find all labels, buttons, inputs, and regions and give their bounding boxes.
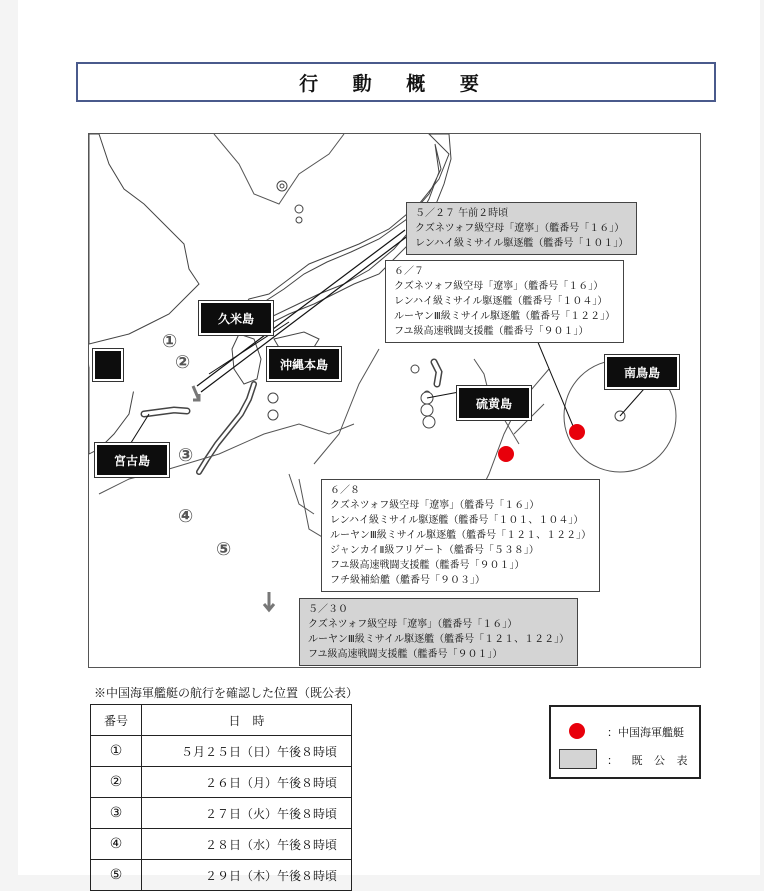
leader-line bbox=[129, 414, 149, 446]
point-label-2: ② bbox=[175, 352, 191, 373]
table-row bbox=[91, 736, 352, 767]
table-row bbox=[91, 767, 352, 798]
position-table bbox=[90, 704, 352, 891]
island-iwo-3 bbox=[423, 416, 435, 428]
leader-line bbox=[537, 340, 573, 426]
info-box-jun7 bbox=[385, 260, 624, 343]
table-header-row bbox=[91, 705, 352, 736]
map-panel bbox=[88, 133, 701, 668]
info-line: レンハイ級ミサイル駆逐艦（艦番号「１０４」） bbox=[394, 296, 608, 307]
row-number: ① bbox=[91, 736, 142, 767]
coast-korea bbox=[89, 134, 199, 344]
island-iwo-2 bbox=[421, 404, 433, 416]
legend bbox=[549, 705, 701, 779]
info-line: ルーヤンⅢ級ミサイル駆逐艦（艦番号「１２１、１２２」） bbox=[330, 530, 592, 541]
boundary-line bbox=[214, 134, 344, 204]
row-number: ④ bbox=[91, 829, 142, 860]
info-box-jun8 bbox=[321, 479, 600, 592]
info-line: ５／２７ 午前２時頃 bbox=[415, 208, 509, 219]
row-datetime: ２６日（月）午後８時頃 bbox=[142, 767, 352, 798]
public-swatch-icon bbox=[559, 749, 597, 769]
point-label-4: ④ bbox=[178, 506, 194, 527]
row-number: ③ bbox=[91, 798, 142, 829]
ship-marker bbox=[498, 446, 514, 462]
ship-dot-icon bbox=[569, 723, 585, 739]
island-small bbox=[280, 184, 284, 188]
info-line: クズネツォフ級空母「遼寧」（艦番号「１６」） bbox=[308, 619, 518, 630]
ship-marker bbox=[569, 424, 585, 440]
point-label-5: ⑤ bbox=[216, 539, 232, 560]
page-title: 行 動 概 要 bbox=[76, 62, 716, 102]
info-line: フユ級高速戦闘支援艦（艦番号「９０１」） bbox=[308, 649, 503, 660]
row-datetime: ２９日（木）午後８時頃 bbox=[142, 860, 352, 891]
header-number: 番号 bbox=[91, 705, 142, 736]
info-line: ルーヤンⅢ級ミサイル駆逐艦（艦番号「１２１、１２２」） bbox=[308, 634, 570, 645]
info-line: レンハイ級ミサイル駆逐艦（艦番号「１０１」） bbox=[415, 238, 629, 249]
arrow-icon bbox=[193, 386, 199, 400]
info-line: ルーヤンⅢ級ミサイル駆逐艦（艦番号「１２２」） bbox=[394, 311, 616, 322]
info-line: ６／８ bbox=[330, 485, 360, 496]
row-datetime: ２７日（火）午後８時頃 bbox=[142, 798, 352, 829]
place-label-miyako: 宮古島 bbox=[95, 443, 169, 477]
info-line: フユ級高速戦闘支援艦（艦番号「９０１」） bbox=[330, 560, 525, 571]
info-line: フユ級高速戦闘支援艦（艦番号「９０１」） bbox=[394, 326, 589, 337]
row-number: ⑤ bbox=[91, 860, 142, 891]
info-line: クズネツォフ級空母「遼寧」（艦番号「１６」） bbox=[330, 500, 540, 511]
info-box-may27 bbox=[406, 202, 637, 255]
info-line: クズネツォフ級空母「遼寧」（艦番号「１６」） bbox=[394, 281, 604, 292]
table-row bbox=[91, 798, 352, 829]
info-line: クズネツォフ級空母「遼寧」（艦番号「１６」） bbox=[415, 223, 625, 234]
table-row bbox=[91, 829, 352, 860]
info-box-may30 bbox=[299, 598, 578, 666]
arrow-icon bbox=[264, 592, 274, 610]
island-small bbox=[268, 410, 278, 420]
place-label-okinawa: 沖縄本島 bbox=[267, 347, 341, 381]
row-number: ② bbox=[91, 767, 142, 798]
point-label-3: ③ bbox=[178, 445, 194, 466]
legend-ship-label: ：中国海軍艦艇 bbox=[607, 726, 684, 739]
island-small bbox=[295, 205, 303, 213]
legend-public-label: ： 既 公 表 bbox=[607, 754, 692, 767]
table-caption: ※中国海軍艦艇の航行を確認した位置（既公表） bbox=[94, 686, 359, 700]
place-label-kume: 久米島 bbox=[199, 301, 273, 335]
place-label-iwo: 硫黄島 bbox=[457, 386, 531, 420]
table-row bbox=[91, 860, 352, 891]
place-label-minamitori: 南鳥島 bbox=[605, 355, 679, 389]
row-datetime: ５月２５日（日）午後８時頃 bbox=[142, 736, 352, 767]
info-line: ジャンカイⅡ級フリゲート（艦番号「５３８」） bbox=[330, 545, 539, 556]
info-line: ６／７ bbox=[394, 266, 424, 277]
island-small bbox=[268, 393, 278, 403]
island-small bbox=[411, 365, 419, 373]
header-datetime: 日 時 bbox=[142, 705, 352, 736]
row-datetime: ２８日（水）午後８時頃 bbox=[142, 829, 352, 860]
place-label-hidden bbox=[93, 349, 123, 381]
island-small bbox=[296, 217, 302, 223]
point-label-1: ① bbox=[162, 331, 178, 352]
info-line: ５／３０ bbox=[308, 604, 348, 615]
info-line: レンハイ級ミサイル駆逐艦（艦番号「１０１、１０４」） bbox=[330, 515, 584, 526]
info-line: フチ級補給艦（艦番号「９０３」） bbox=[330, 575, 485, 586]
